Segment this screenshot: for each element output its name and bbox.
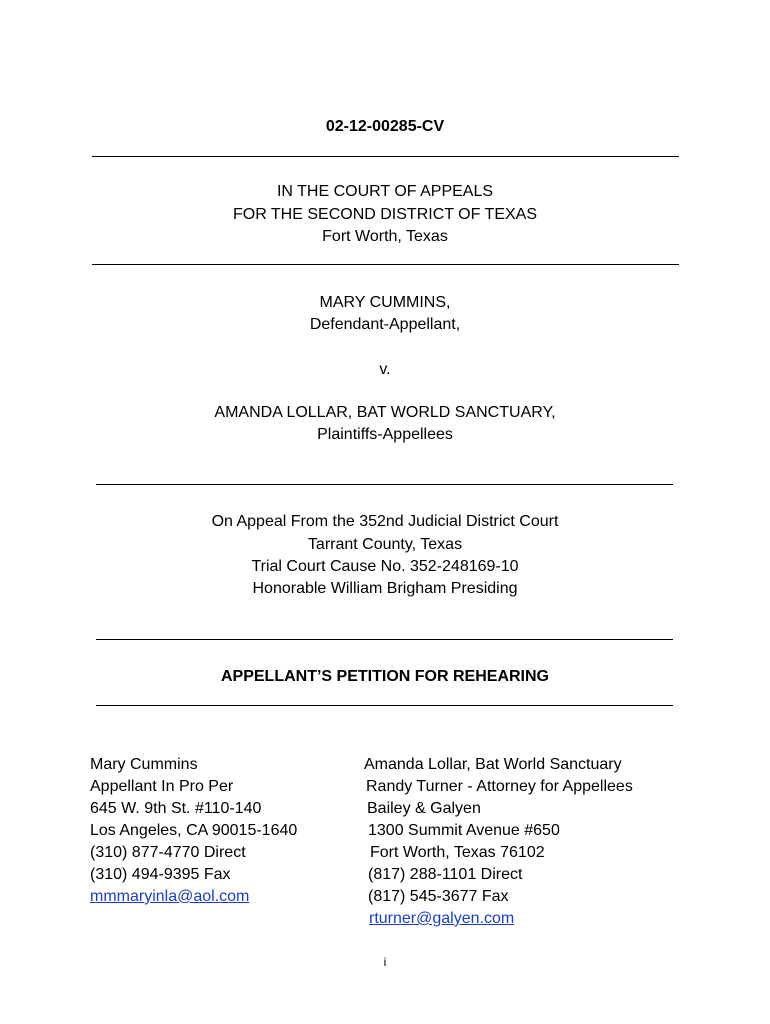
versus-label: v. <box>379 361 391 378</box>
divider-rule <box>96 705 673 706</box>
contact-address-line-1: 1300 Summit Avenue #650 <box>368 822 560 839</box>
contact-address-line-2: Los Angeles, CA 90015-1640 <box>90 822 298 839</box>
presiding-judge: Honorable William Brigham Presiding <box>252 580 518 597</box>
divider-rule <box>96 484 673 485</box>
court-location: Fort Worth, Texas <box>322 228 448 245</box>
contact-name: Amanda Lollar, Bat World Sanctuary <box>364 756 622 773</box>
contact-address-line-2: Fort Worth, Texas 76102 <box>370 844 545 861</box>
divider-rule <box>92 264 679 265</box>
divider-rule <box>92 156 679 157</box>
document-title: APPELLANT’S PETITION FOR REHEARING <box>220 668 549 685</box>
divider-rule <box>96 639 673 640</box>
trial-cause-number: Trial Court Cause No. 352-248169-10 <box>251 558 519 575</box>
appellant-contact-block <box>90 754 297 908</box>
contact-title: Randy Turner - Attorney for Appellees <box>366 778 633 795</box>
appellees-name: AMANDA LOLLAR, BAT WORLD SANCTUARY, <box>214 404 556 421</box>
appellant-role: Defendant-Appellant, <box>309 316 461 333</box>
contact-name: Mary Cummins <box>90 756 198 773</box>
appellant-email-link[interactable]: mmmaryinla@aol.com <box>90 888 250 905</box>
page-number: i <box>383 955 387 969</box>
court-name-line-1: IN THE COURT OF APPEALS <box>276 183 494 200</box>
contact-address-line-1: 645 W. 9th St. #110-140 <box>90 800 262 817</box>
contact-fax: (817) 545-3677 Fax <box>368 888 509 905</box>
appellees-email-link[interactable]: rturner@galyen.com <box>369 910 515 927</box>
contact-phone: (817) 288-1101 Direct <box>368 866 523 883</box>
appeal-county: Tarrant County, Texas <box>307 536 463 553</box>
appellant-name: MARY CUMMINS, <box>319 294 451 311</box>
court-name-line-2: FOR THE SECOND DISTRICT OF TEXAS <box>232 206 538 223</box>
contact-phone: (310) 877-4770 Direct <box>90 844 246 861</box>
appeal-origin: On Appeal From the 352nd Judicial District Court <box>211 513 559 530</box>
appellees-contact-block <box>364 754 633 930</box>
contact-title: Appellant In Pro Per <box>90 778 234 795</box>
case-number: 02-12-00285-CV <box>325 118 445 135</box>
contact-firm: Bailey & Galyen <box>367 800 481 817</box>
contact-fax: (310) 494-9395 Fax <box>90 866 231 883</box>
appellees-role: Plaintiffs-Appellees <box>317 426 453 443</box>
